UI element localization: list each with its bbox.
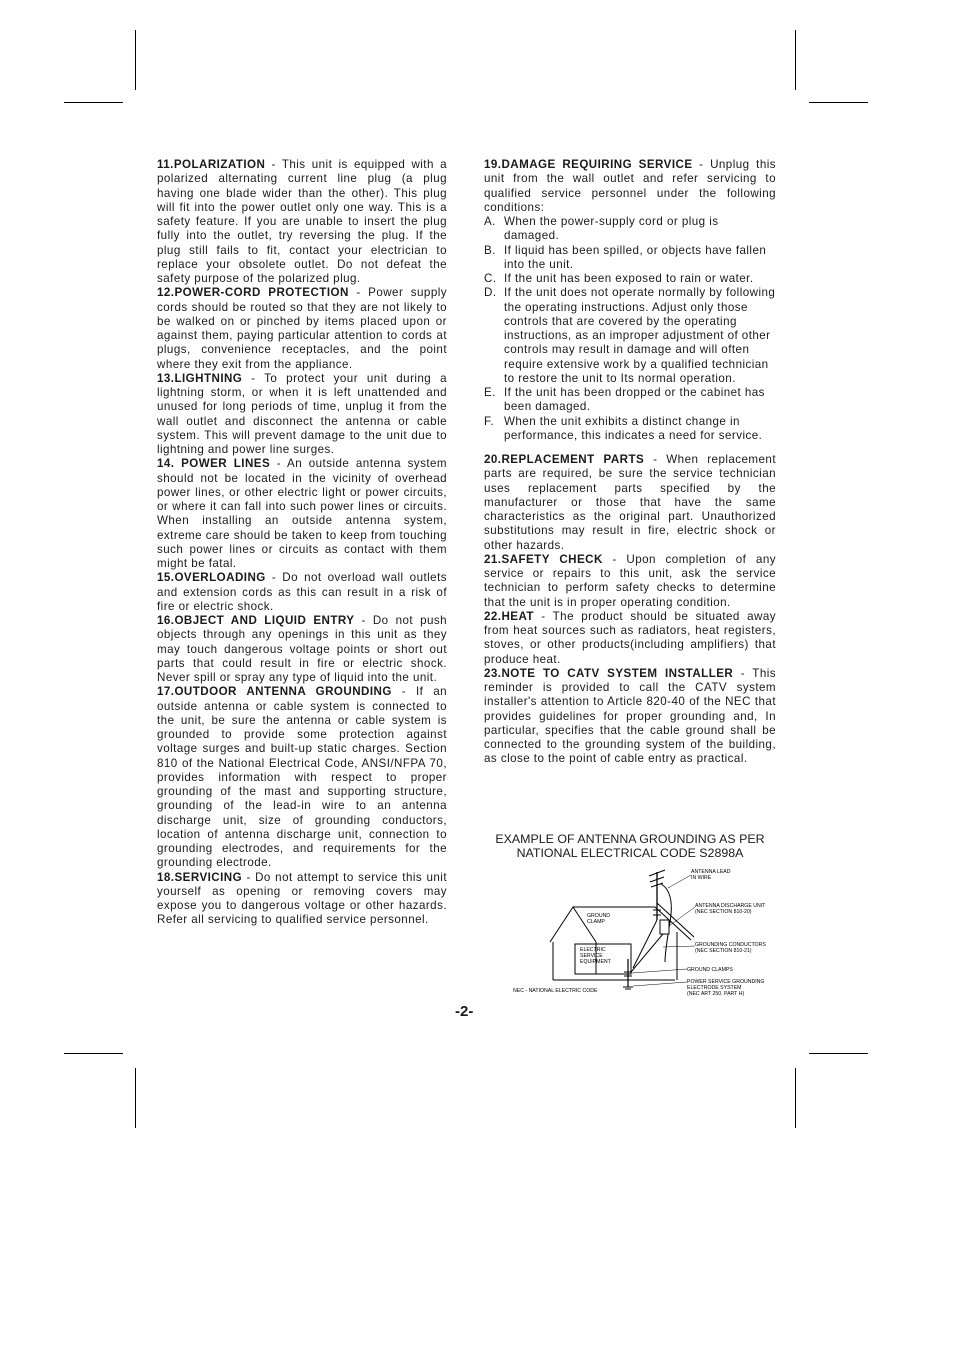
caption-line-1: EXAMPLE OF ANTENNA GROUNDING AS PER — [495, 832, 765, 846]
antenna-grounding-diagram — [505, 862, 785, 1002]
crop-mark-bottom-left-h — [64, 1053, 123, 1054]
section-servicing: 18.SERVICING - Do not attempt to service this unit yourself as opening or removing covers may expose you to dangerous voltage or other hazards. Refer all servicing to qualified service personnel. — [157, 870, 447, 927]
section-safety-check: 21.SAFETY CHECK - Upon completion of any service or repairs to this unit, ask the service technician to perform safety checks to determine that the unit is in proper operating condition. — [484, 552, 776, 609]
label-ground-clamps: GROUND CLAMPS — [687, 967, 733, 973]
right-column — [484, 158, 776, 767]
section-power-cord-protection: 12.POWER-CORD PROTECTION - Power supply cords should be routed so that they are not likely to be walked on or pinched by items placed upon or against them, paying particular attention to cords at plugs, convenience receptacles, and the point where they exit from the appliance. — [157, 286, 447, 371]
label-power-service-grounding-3: (NEC ART 250. PART H) — [687, 991, 745, 997]
label-antenna-lead: ANTENNA LEAD — [691, 869, 731, 875]
section-object-liquid-entry: 16.OBJECT AND LIQUID ENTRY - Do not push objects through any openings in this unit as they may touch dangerous voltage points or short out parts that could result in fire or electric shock. Never spill or spray any type of liquid into the unit. — [157, 614, 448, 684]
section-power-lines: 14. POWER LINES - An outside antenna system should not be located in the vicinity of overhead power lines, or other electric light or power circuits, or where it can fall into such power lines or circuits. When installing an outside antenna system, extreme care should be taken to keep from touching such power lines or circuits as contact with them might be fatal. — [157, 457, 448, 570]
label-power-service-grounding-2: ELECTRODE SYSTEM — [687, 985, 742, 991]
section-overloading: 15.OVERLOADING - Do not overload wall outlets and extension cords as this can result in a risk of fire or electric shock. — [157, 571, 447, 613]
list-item: D. If the unit does not operate normally by following the operating instructions. Adjust only those controls that are covered by the operating instructions, as an improper adjustment of other controls may result in damage and will often require extensive work by a qualified technician to restore the unit to Its normal operation. — [484, 286, 776, 385]
caption-line-2: NATIONAL ELECTRICAL CODE S2898A — [516, 846, 744, 860]
diagram-caption — [484, 832, 776, 860]
page-number: -2- — [455, 1003, 474, 1020]
label-ground-clamp: GROUND — [587, 913, 611, 919]
left-column — [157, 158, 447, 928]
list-item: E. If the unit has been dropped or the cabinet has been damaged. — [484, 386, 765, 414]
section-polarization: 11.POLARIZATION - This unit is equipped with a polarized alternating current line plug (a plug having one blade wider than the other). This plug will fit into the power outlet only one way. This is a safety feature. If you are unable to insert the plug fully into the outlet, try reversing the plug. If the plug still fails to fit, contact your electrician to replace your obsolete outlet. Do not defeat the safety purpose of the polarized plug. — [157, 158, 447, 285]
list-item: F. When the unit exhibits a distinct change in performance, this indicates a need for service. — [484, 414, 763, 442]
label-grounding-conductors-2: (NEC SECTION 810-21) — [695, 948, 752, 954]
section-outdoor-antenna-grounding: 17.OUTDOOR ANTENNA GROUNDING - If an outside antenna or cable system is connected to the unit, be sure the antenna or cable system is grounded to provide some protection against voltage surges and built-up static charges. Section 810 of the National Electrical Code, ANSI/NFPA 70, provides information with respect to proper grounding of the mast and supporting structure, grounding of the lead-in wire to an antenna discharge unit, size of grounding conductors, location of antenna discharge unit, connection to grounding electrodes, and requirements for the grounding electrode. — [157, 685, 447, 870]
section-lightning: 13.LIGHTNING - To protect your unit during a lightning storm, or when it is left unattended and unused for long periods of time, unplug it from the wall outlet and disconnect the antenna or cable system. This will prevent damage to the unit due to lightning and power line surges. — [157, 371, 447, 456]
list-item: C. If the unit has been exposed to rain or water. — [484, 272, 754, 285]
label-electric-service-2: SERVICE — [580, 953, 603, 959]
section-heat: 22.HEAT - The product should be situated away from heat sources such as radiators, heat registers, stoves, or other products(including amplifiers) that produce heat. — [484, 609, 776, 666]
section-damage-requiring-service: 19.DAMAGE REQUIRING SERVICE - Unplug this unit from the wall outlet and refer servicing to qualified service personnel under the following conditions: — [484, 158, 776, 214]
crop-mark-top-left-h — [64, 102, 123, 103]
list-item: A. When the power-supply cord or plug is damaged. — [484, 215, 719, 243]
label-electric-service-3: EQUIPMENT — [580, 959, 611, 965]
label-antenna-discharge-unit: ANTENNA DISCHARGE UNIT — [695, 903, 766, 909]
crop-mark-top-left-v — [135, 30, 136, 90]
list-item: B. If liquid has been spilled, or objects have fallen into the unit. — [484, 243, 767, 271]
crop-mark-bottom-right-h — [809, 1053, 868, 1054]
label-grounding-conductors: GROUNDING CONDUCTORS — [695, 942, 766, 948]
label-power-service-grounding: POWER SERVICE GROUNDING — [687, 979, 765, 985]
crop-mark-top-right-h — [809, 102, 868, 103]
house-drawing — [550, 870, 695, 989]
label-electric-service: ELECTRIC — [580, 947, 606, 953]
section-catv-installer-note: 23.NOTE TO CATV SYSTEM INSTALLER - This reminder is provided to call the CATV system installer's attention to Article 820-40 of the NEC that provides guidelines for proper grounding and, In particular, specifies that the cable ground shall be connected to the grounding system of the building, as close to the point of cable entry as practical. — [484, 666, 776, 766]
label-antenna-lead-2: IN WIRE — [691, 875, 712, 881]
crop-mark-bottom-right-v — [795, 1068, 796, 1128]
section-replacement-parts: 20.REPLACEMENT PARTS - When replacement parts are required, be sure the service technician uses replacement parts specified by the manufacturer or those that have the same characteristics as the original part. Unauthorized substitutions may result in fire, electric shock or other hazards. — [484, 453, 776, 552]
label-nec: NEC - NATIONAL ELECTRIC CODE — [513, 988, 598, 994]
crop-mark-bottom-left-v — [135, 1068, 136, 1128]
label-ground-clamp-2: CLAMP — [587, 919, 605, 925]
crop-mark-top-right-v — [795, 30, 796, 90]
label-antenna-discharge-unit-2: (NEC SECTION 810-20) — [695, 909, 752, 915]
damage-conditions-list — [484, 215, 776, 443]
diagram-labels — [513, 869, 766, 997]
